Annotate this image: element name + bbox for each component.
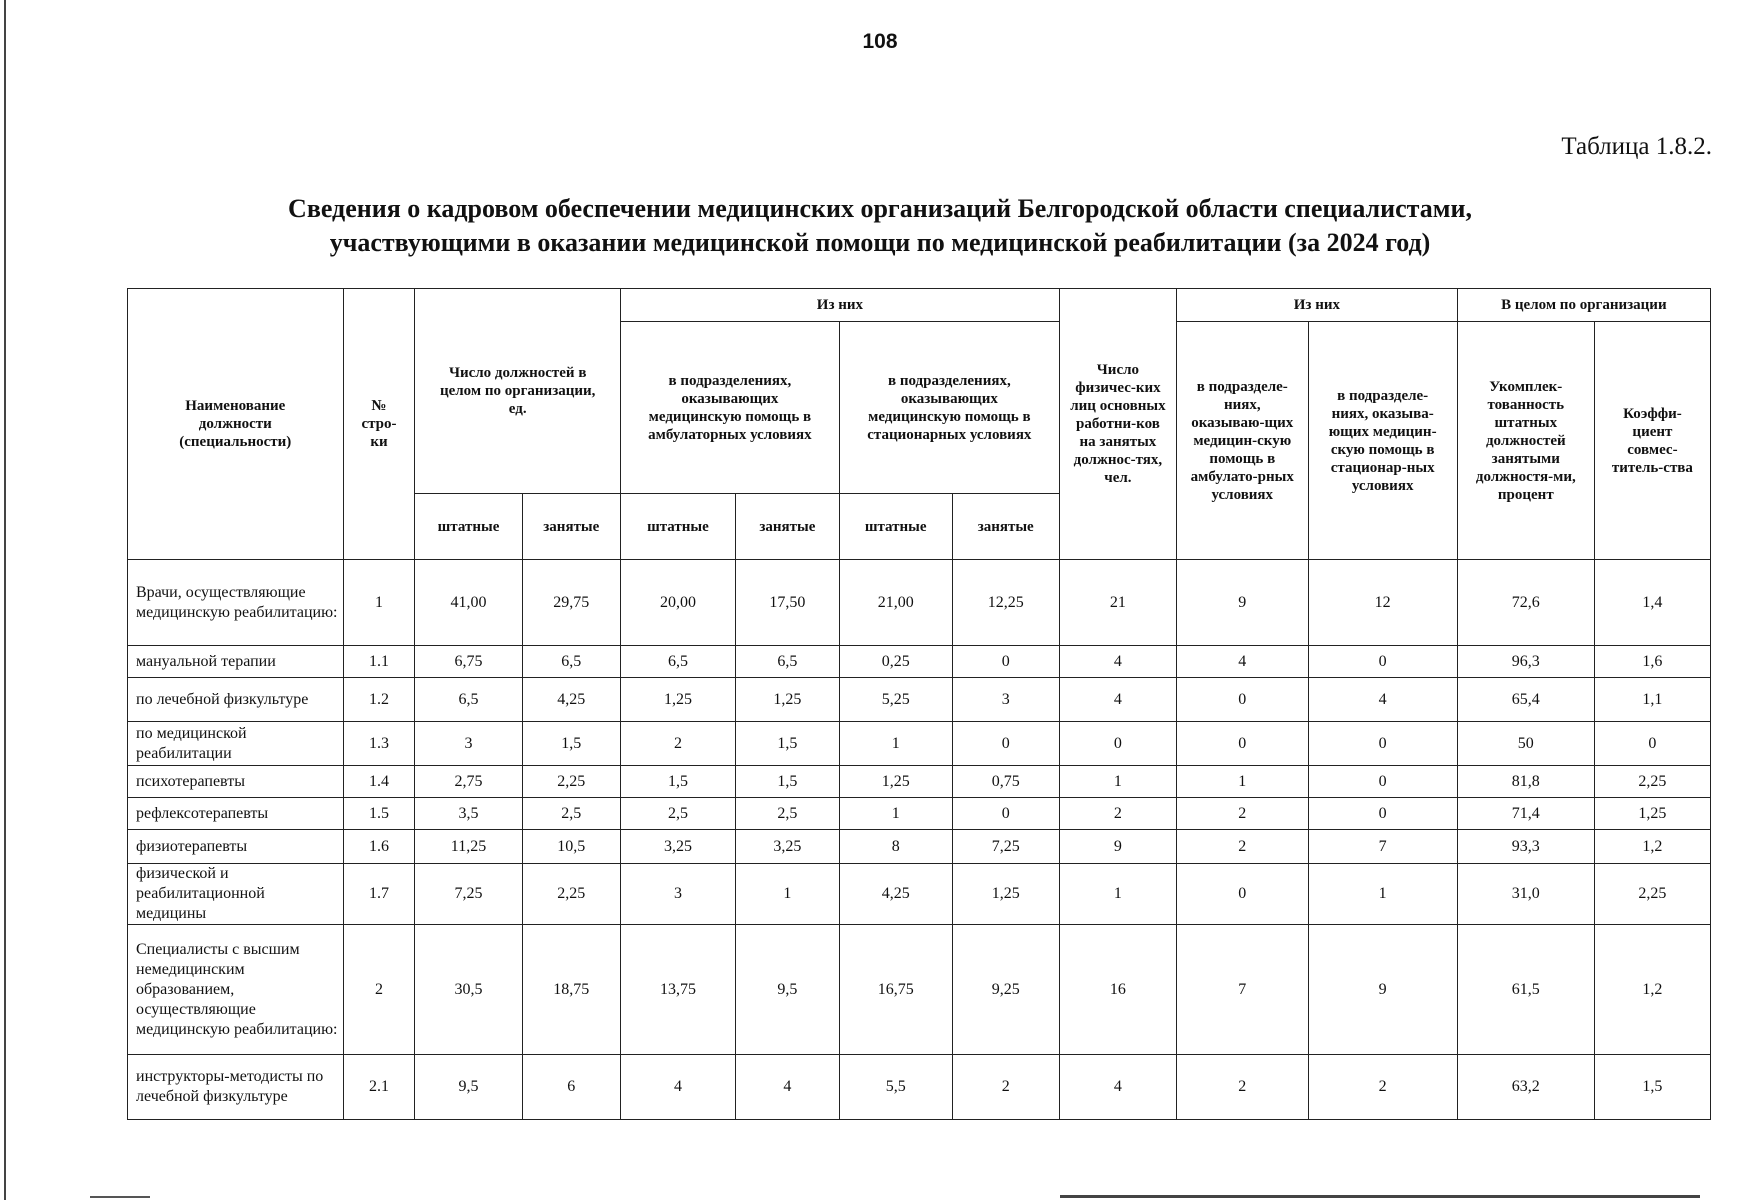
- header-inpatient: в подразделениях, оказывающих медицинскую помощь в стационарных условиях: [839, 322, 1059, 494]
- header-ambulatory-occupied: занятые: [735, 494, 839, 560]
- table-cell: 4,25: [839, 864, 952, 925]
- table-cell: 0: [1308, 646, 1457, 678]
- table-cell: 9,5: [735, 925, 839, 1055]
- table-cell: 0: [1308, 722, 1457, 766]
- row-name: физиотерапевты: [128, 830, 344, 864]
- row-name: мануальной терапии: [128, 646, 344, 678]
- table-row: [128, 678, 1711, 722]
- header-name: Наименование должности (специальности): [128, 289, 344, 560]
- row-name: Специалисты с высшим немедицинским образованием, осуществляющие медицинскую реабилитацию:: [128, 925, 344, 1055]
- row-name: инструкторы-методисты по лечебной физкультуре: [128, 1055, 344, 1120]
- table-cell: 7: [1177, 925, 1309, 1055]
- table-cell: 2,25: [522, 766, 620, 798]
- table-row: [128, 864, 1711, 925]
- table-cell: 9: [1308, 925, 1457, 1055]
- row-number: 1.5: [343, 798, 415, 830]
- table-label: Таблица 1.8.2.: [1561, 133, 1712, 160]
- header-total-occupied: занятые: [522, 494, 620, 560]
- table-cell: 2,25: [1594, 766, 1710, 798]
- table-cell: 6,5: [735, 646, 839, 678]
- table-cell: 2,5: [522, 798, 620, 830]
- table-cell: 29,75: [522, 560, 620, 646]
- table-cell: 0,25: [839, 646, 952, 678]
- table-cell: 2,5: [735, 798, 839, 830]
- table-cell: 2,5: [620, 798, 735, 830]
- table-cell: 3,25: [735, 830, 839, 864]
- table-cell: 8: [839, 830, 952, 864]
- table-cell: 1: [839, 798, 952, 830]
- table-row: [128, 646, 1711, 678]
- table-cell: 7: [1308, 830, 1457, 864]
- row-number: 1.3: [343, 722, 415, 766]
- table-row: [128, 722, 1711, 766]
- table-cell: 1,2: [1594, 925, 1710, 1055]
- table-cell: 1,25: [1594, 798, 1710, 830]
- table-cell: 4: [735, 1055, 839, 1120]
- table-cell: 6,75: [415, 646, 522, 678]
- table-cell: 4: [1308, 678, 1457, 722]
- title-line-2: участвующими в оказании медицинской помощи по медицинской реабилитации (за 2024 год): [329, 228, 1431, 257]
- table-cell: 2: [620, 722, 735, 766]
- table-row: [128, 830, 1711, 864]
- table-cell: 0: [1308, 798, 1457, 830]
- table-cell: 20,00: [620, 560, 735, 646]
- table-cell: 93,3: [1457, 830, 1594, 864]
- header-of-them-positions: Из них: [620, 289, 1059, 322]
- table-cell: 9,5: [415, 1055, 522, 1120]
- header-org-total: В целом по организации: [1457, 289, 1710, 322]
- table-cell: 3: [620, 864, 735, 925]
- table-cell: 1,25: [839, 766, 952, 798]
- table-cell: 4: [1059, 646, 1176, 678]
- table-cell: 1,1: [1594, 678, 1710, 722]
- table-cell: 17,50: [735, 560, 839, 646]
- document-title: [0, 192, 1760, 260]
- row-number: 1: [343, 560, 415, 646]
- table-cell: 0: [1594, 722, 1710, 766]
- table-cell: 1: [1177, 766, 1309, 798]
- table-body: [128, 560, 1711, 1120]
- table-cell: 18,75: [522, 925, 620, 1055]
- table-cell: 1: [1308, 864, 1457, 925]
- table-cell: 3: [415, 722, 522, 766]
- table-cell: 6,5: [522, 646, 620, 678]
- table-cell: 0,75: [952, 766, 1059, 798]
- table-cell: 1: [735, 864, 839, 925]
- table-cell: 0: [952, 646, 1059, 678]
- header-individuals: Число физичес-ких лиц основных работни-ков на занятых должнос-тях, чел.: [1059, 289, 1176, 560]
- table-cell: 7,25: [415, 864, 522, 925]
- header-inpatient-occupied: занятые: [952, 494, 1059, 560]
- table-cell: 63,2: [1457, 1055, 1594, 1120]
- table-cell: 3,25: [620, 830, 735, 864]
- table-cell: 50: [1457, 722, 1594, 766]
- table-row: [128, 1055, 1711, 1120]
- table-cell: 2: [1059, 798, 1176, 830]
- row-name: психотерапевты: [128, 766, 344, 798]
- table-cell: 3,5: [415, 798, 522, 830]
- header-total-staff: штатные: [415, 494, 522, 560]
- row-number: 1.6: [343, 830, 415, 864]
- table-cell: 1,25: [735, 678, 839, 722]
- row-name: по медицинской реабилитации: [128, 722, 344, 766]
- row-number: 1.1: [343, 646, 415, 678]
- table-cell: 12: [1308, 560, 1457, 646]
- table-cell: 72,6: [1457, 560, 1594, 646]
- table-cell: 0: [1177, 864, 1309, 925]
- table-cell: 65,4: [1457, 678, 1594, 722]
- table-cell: 21: [1059, 560, 1176, 646]
- table-cell: 6,5: [620, 646, 735, 678]
- table-cell: 2: [1177, 830, 1309, 864]
- table-cell: 9: [1177, 560, 1309, 646]
- row-number: 1.4: [343, 766, 415, 798]
- table-cell: 1,6: [1594, 646, 1710, 678]
- header-coefficient: Коэффи-циент совмес-титель-ства: [1594, 322, 1710, 560]
- row-name: рефлексотерапевты: [128, 798, 344, 830]
- row-name: физической и реабилитационной медицины: [128, 864, 344, 925]
- table-cell: 1,5: [735, 766, 839, 798]
- row-number: 1.2: [343, 678, 415, 722]
- table-cell: 1,5: [620, 766, 735, 798]
- row-number: 2.1: [343, 1055, 415, 1120]
- header-row-number: № стро-ки: [343, 289, 415, 560]
- table-cell: 16: [1059, 925, 1176, 1055]
- table-cell: 1,5: [735, 722, 839, 766]
- table-row: [128, 766, 1711, 798]
- header-individuals-ambulatory: в подразделе-ниях, оказываю-щих медицин-скую помощь в амбулато-рных условиях: [1177, 322, 1309, 560]
- footer-rule-left: [90, 1196, 150, 1198]
- table-cell: 1,2: [1594, 830, 1710, 864]
- header-inpatient-staff: штатные: [839, 494, 952, 560]
- table-cell: 21,00: [839, 560, 952, 646]
- table-cell: 16,75: [839, 925, 952, 1055]
- table-cell: 96,3: [1457, 646, 1594, 678]
- table-cell: 1: [839, 722, 952, 766]
- table-cell: 6: [522, 1055, 620, 1120]
- page-number: 108: [862, 30, 898, 53]
- table-cell: 12,25: [952, 560, 1059, 646]
- table-cell: 41,00: [415, 560, 522, 646]
- table-cell: 2: [1177, 1055, 1309, 1120]
- table-row: [128, 925, 1711, 1055]
- table-cell: 11,25: [415, 830, 522, 864]
- row-number: 2: [343, 925, 415, 1055]
- table-cell: 4: [620, 1055, 735, 1120]
- table-cell: 1,5: [522, 722, 620, 766]
- table-cell: 6,5: [415, 678, 522, 722]
- table-cell: 5,25: [839, 678, 952, 722]
- header-individuals-inpatient: в подразделе-ниях, оказыва-ющих медицин-скую помощь в стационар-ных условиях: [1308, 322, 1457, 560]
- table-cell: 13,75: [620, 925, 735, 1055]
- table-cell: 61,5: [1457, 925, 1594, 1055]
- staffing-table: [127, 288, 1711, 1120]
- table-cell: 7,25: [952, 830, 1059, 864]
- table-cell: 2,25: [522, 864, 620, 925]
- row-name: по лечебной физкультуре: [128, 678, 344, 722]
- table-cell: 4: [1177, 646, 1309, 678]
- left-margin-rule: [4, 0, 6, 1200]
- table-cell: 1,4: [1594, 560, 1710, 646]
- table-cell: 0: [1177, 722, 1309, 766]
- header-ambulatory: в подразделениях, оказывающих медицинскую помощь в амбулаторных условиях: [620, 322, 839, 494]
- table-cell: 1,5: [1594, 1055, 1710, 1120]
- table-cell: 0: [952, 722, 1059, 766]
- table-cell: 81,8: [1457, 766, 1594, 798]
- table-cell: 1: [1059, 864, 1176, 925]
- table-cell: 1,25: [620, 678, 735, 722]
- header-of-them-individuals: Из них: [1177, 289, 1458, 322]
- header-staffing-percent: Укомплек-тованность штатных должностей занятыми должностя-ми, процент: [1457, 322, 1594, 560]
- table-cell: 2,25: [1594, 864, 1710, 925]
- table-cell: 0: [1059, 722, 1176, 766]
- table-cell: 3: [952, 678, 1059, 722]
- table-cell: 4,25: [522, 678, 620, 722]
- table-cell: 2: [1177, 798, 1309, 830]
- table-cell: 1,25: [952, 864, 1059, 925]
- table-cell: 4: [1059, 1055, 1176, 1120]
- table-cell: 0: [1308, 766, 1457, 798]
- table-row: [128, 798, 1711, 830]
- table-cell: 1: [1059, 766, 1176, 798]
- table-cell: 2: [1308, 1055, 1457, 1120]
- table-cell: 0: [952, 798, 1059, 830]
- footer-rule-right: [1060, 1195, 1700, 1198]
- table-cell: 9: [1059, 830, 1176, 864]
- table-cell: 71,4: [1457, 798, 1594, 830]
- header-positions-total: Число должностей в целом по организации, ед.: [415, 289, 621, 494]
- table-row: [128, 560, 1711, 646]
- table-cell: 31,0: [1457, 864, 1594, 925]
- header-ambulatory-staff: штатные: [620, 494, 735, 560]
- table-cell: 0: [1177, 678, 1309, 722]
- row-number: 1.7: [343, 864, 415, 925]
- table-cell: 2: [952, 1055, 1059, 1120]
- table-cell: 2,75: [415, 766, 522, 798]
- table-cell: 5,5: [839, 1055, 952, 1120]
- table-cell: 9,25: [952, 925, 1059, 1055]
- row-name: Врачи, осуществляющие медицинскую реабилитацию:: [128, 560, 344, 646]
- table-cell: 30,5: [415, 925, 522, 1055]
- title-line-1: Сведения о кадровом обеспечении медицинских организаций Белгородской области специалистами,: [288, 194, 1472, 223]
- table-cell: 10,5: [522, 830, 620, 864]
- table-cell: 4: [1059, 678, 1176, 722]
